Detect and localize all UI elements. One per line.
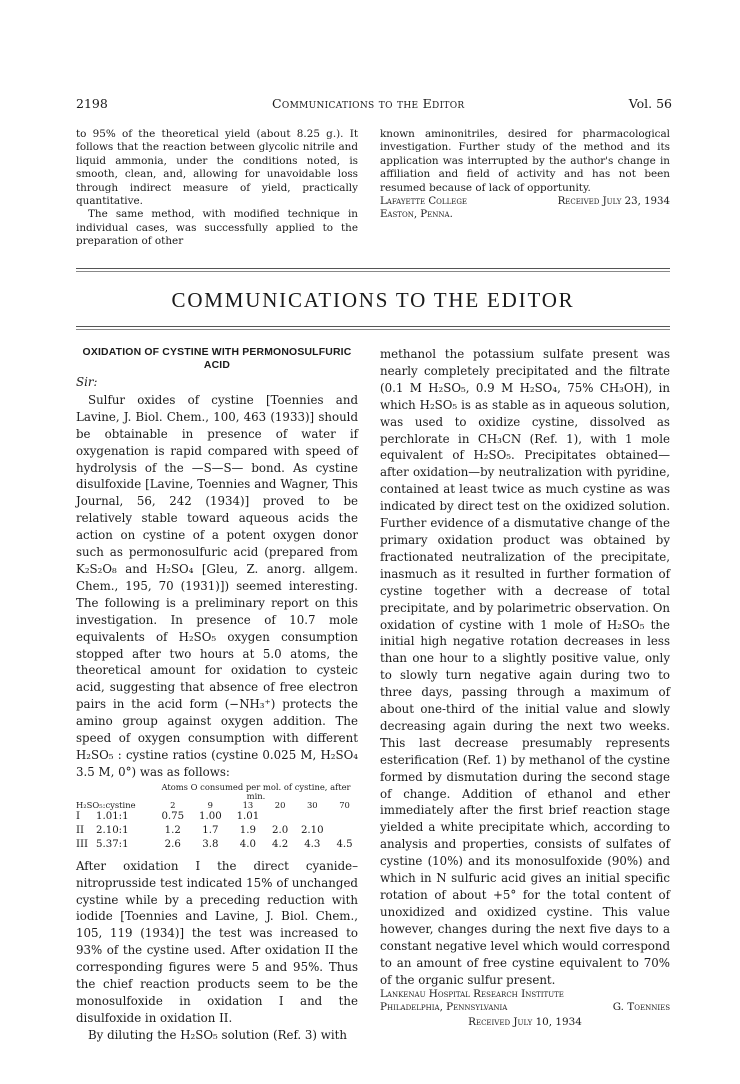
table-minute-header: 2 — [170, 799, 176, 810]
top-right-column — [380, 128, 670, 222]
table-ratio-cell: 5.37:1 — [96, 838, 129, 850]
table-cell: 1.9 — [239, 824, 256, 836]
table-ratio-cell: 2.10:1 — [96, 824, 129, 836]
table-minute-header: 30 — [306, 799, 318, 810]
table-cell — [294, 810, 332, 824]
article-paragraph-4: methanol the potassium sulfate present was nearly completely precipitated and the filtrate (0.1 M H₂SO₅, 0.9 M H₂SO₄, 75% CH₃OH), in which H₂SO₅ is as stable as in aqueous solution, was used to oxidize cystine, dissolved as perchlorate in CH₃CN (Ref. 1), with 1 mole equivalent of H₂SO₅. Precipitates obtained—after oxidation—by neutralization with pyridine, contained at least twice as much cystine as was indicated by direct test on the oxidized solution. Further evidence of a dismutative change of the primary oxidation product was obtained by fractionated neutralization of the precipitate, inasmuch as it resulted in further formation of cystine together with a decrease of total precipitate, and by polarimetric observation. On oxidation of cystine with 1 mole of H₂SO₅ the initial high negative rotation decreases in less than one hour to a slightly positive value, only to slowly turn negative again during two to three days, passing through a maximum of about one-third of the initial value and slowly decreasing again during the next two weeks. This last decrease presumably represents esterification (Ref. 1) by methanol of the cystine formed by dismutation during the second stage of change. Addition of ethanol and ether immediately after the first brief reaction stage yielded a white precipitate which, according to analysis and properties, consists of sulfates of cystine (10%) and its monosulfoxide (90%) and which in N sulfuric acid gives an initial specific rotation of about +5° for the total content of unoxidized and oxidized cystine. This value however, changes during the next five days to a constant negative level which would correspond to an amount of free cystine equivalent to 70% of the organic sulfur present. — [380, 347, 670, 987]
top-received-date: Received July 23, 1934 — [557, 196, 670, 208]
top-left-paragraph-1: to 95% of the theoretical yield (about 8.25 g.). It follows that the reaction between glycolic nitrile and liquid ammonia, under the conditions noted, is smooth, clean, and, allowing for unavoidable loss through indirect measure of yield, practically quantitative. — [76, 128, 358, 208]
table-cell: 1.2 — [164, 824, 181, 836]
table-cell: 4.5 — [336, 838, 353, 850]
table-cell: 2.6 — [164, 838, 181, 850]
article-paragraph-1: Sulfur oxides of cystine [Toennies and Lavine, J. Biol. Chem., 100, 463 (1933)] should be obtainable in presence of water if oxygenation is rapid compared with speed of hydrolysis of the —S—S— bond. As cystine disulfoxide [Lavine, Toennies and Wagner, This Journal, 56, 242 (1934)] proved to be relatively stable toward aqueous acids the action on cystine of a potent oxygen donor such as permonosulfuric acid (prepared from K₂S₂O₈ and H₂SO₄ [Gleu, Z. anorg. allgem. Chem., 195, 70 (1931)]) seemed interesting. The following is a preliminary report on this investigation. In presence of 10.7 mole equivalents of H₂SO₅ oxygen consumption stopped after two hours at 5.0 atoms, the theoretical amount for oxidation to cysteic acid, suggesting that absence of free electron pairs in the acid form (−NH₃⁺) protects the amino group against oxygen addition. The speed of oxygen consumption with different H₂SO₅ : cystine ratios (cystine 0.025 M, H₂SO₄ 3.5 M, 0°) was as follows: — [76, 392, 358, 779]
oxygen-consumption-table-wrap — [76, 783, 358, 852]
article-affiliation-1: Lankenau Hospital Research Institute — [380, 988, 564, 1001]
section-rule-bottom-thin — [76, 329, 670, 330]
page-number: 2198 — [76, 96, 108, 111]
section-rule-bottom — [76, 326, 670, 327]
table-cell: 2.10 — [300, 824, 324, 836]
running-title: Communications to the Editor — [272, 96, 465, 111]
table-minute-header: 13 — [242, 799, 254, 810]
salutation: Sir: — [76, 375, 98, 389]
table-row-label: II — [76, 824, 85, 836]
table-cell — [331, 824, 358, 838]
volume-label: Vol. 56 — [628, 96, 672, 111]
table-row-label: I — [76, 810, 81, 822]
article-paragraph-2: After oxidation I the direct cyanide–nitroprusside test indicated 15% of unchanged cystine while by a preceding reduction with iodide [Toennies and Lavine, J. Biol. Chem., 105, 119 (1934)] the test was increased to 93% of the cystine used. After oxidation II the corresponding figures were 5 and 95%. Thus the chief reaction products seem to be the monosulfoxide in oxidation I and the disulfoxide in oxidation II. — [76, 858, 358, 1025]
top-signature-row — [380, 195, 670, 208]
table-cell — [331, 810, 358, 824]
article-paragraph-3: By diluting the H₂SO₅ solution (Ref. 3) with — [88, 1027, 347, 1042]
top-left-column — [76, 128, 358, 249]
table-cell: 1.00 — [199, 810, 222, 822]
table-row — [76, 810, 358, 824]
table-cell: 1.7 — [202, 824, 219, 836]
table-ratio-header: H₂SO₅:cystine — [76, 799, 136, 810]
section-title: COMMUNICATIONS TO THE EDITOR — [171, 288, 575, 312]
article-affiliation-2: Philadelphia, Pennsylvania — [380, 1001, 508, 1014]
running-head — [76, 96, 672, 114]
table-cell: 4.2 — [272, 838, 289, 850]
article-received-date: Received July 10, 1934 — [468, 1016, 582, 1029]
section-rule-top-thin — [76, 271, 670, 272]
article-right-column — [380, 346, 670, 1031]
article-title: OXIDATION OF CYSTINE WITH PERMONOSULFURIC ACID — [82, 347, 352, 371]
table-cell: 1.01 — [236, 810, 260, 822]
table-minute-header: 70 — [339, 799, 350, 810]
table-minute-header: 9 — [207, 799, 214, 810]
table-row-label: III — [76, 838, 89, 850]
table-cell: 3.8 — [202, 838, 219, 850]
oxygen-consumption-table — [76, 783, 358, 852]
table-cell — [267, 810, 294, 824]
table-ratio-cell: 1.01:1 — [96, 810, 129, 822]
article-left-column — [76, 346, 358, 1044]
table-caption: Atoms O consumed per mol. of cystine, after min. — [161, 781, 351, 801]
table-cell: 2.0 — [272, 824, 289, 836]
article-affiliation-row — [380, 1001, 670, 1014]
table-row — [76, 824, 358, 838]
top-affiliation-1: Lafayette College — [380, 196, 468, 208]
table-row — [76, 838, 358, 852]
table-cell: 4.3 — [304, 838, 321, 850]
section-rule-top — [76, 268, 670, 269]
top-left-paragraph-2: The same method, with modified technique in individual cases, was successfully applied to the preparation of other — [76, 208, 358, 248]
table-cell: 0.75 — [161, 810, 185, 822]
table-minute-header: 20 — [274, 799, 286, 810]
article-author: G. Toennies — [612, 1001, 670, 1014]
top-right-paragraph-1: known aminonitriles, desired for pharmacological investigation. Further study of the method and its application was interrupted by the author's change in affiliation and field of activity and has not been resumed because of lack of opportunity. — [380, 128, 670, 194]
top-affiliation-2: Easton, Penna. — [380, 209, 453, 221]
table-cell: 4.0 — [239, 838, 256, 850]
